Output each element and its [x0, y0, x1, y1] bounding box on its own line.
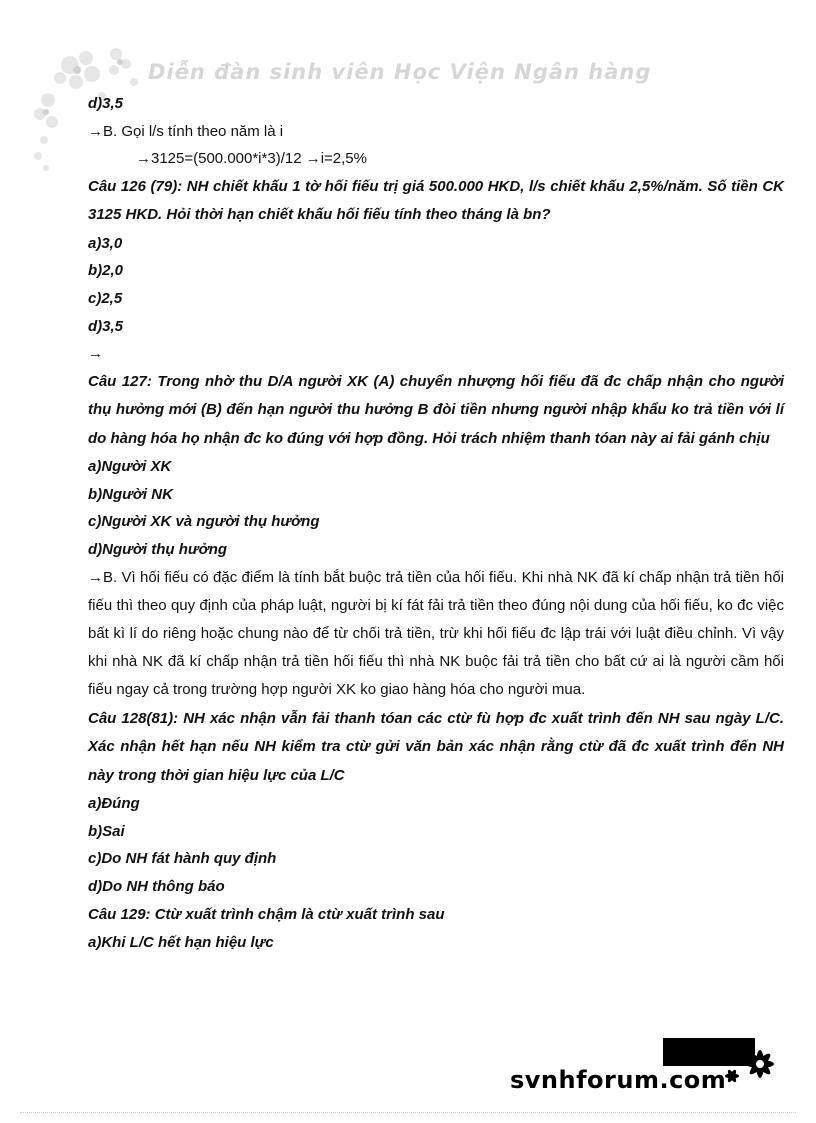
question-128-option-a: a)Đúng [88, 795, 140, 813]
question-128-option-c: c)Do NH fát hành quy định [88, 850, 277, 868]
question-126-answer: → [88, 345, 103, 363]
forum-watermark-title: Diễn đàn sinh viên Học Viện Ngân hàng [148, 60, 652, 84]
question-126: Câu 126 (79): NH chiết khấu 1 tờ hối fiếu trị giá 500.000 HKD, l/s chiết khấu 2,5%/năm. Số tiền CK 3125 HKD. Hỏi thời hạn chiết khấu hối fiếu tính theo tháng là bn? [88, 177, 784, 224]
question-127-option-c: c)Người XK và người thụ hưởng [88, 513, 320, 531]
flower-logo-icon [720, 1042, 790, 1086]
question-127-option-a: a)Người XK [88, 458, 172, 476]
page-header [0, 0, 816, 100]
previous-option-d: d)3,5 [88, 95, 124, 112]
question-129: Câu 129: Ctừ xuất trình chậm là ctừ xuất trình sau [88, 905, 445, 923]
question-126-option-c: c)2,5 [88, 289, 123, 307]
question-129-option-a: a)Khi L/C hết hạn hiệu lực [88, 934, 274, 952]
footer-dotted-divider [20, 1112, 796, 1113]
question-128-option-b: b)Sai [88, 822, 125, 840]
question-127: Câu 127: Trong nhờ thu D/A người XK (A) chuyển nhượng hối fiếu đã đc chấp nhận cho người thụ hưởng mới (B) đến hạn người thu hưởng B đòi tiền nhưng người nhập khẩu ko trả tiền với lí do hàng hóa họ nhận đc ko đúng với hợp đồng. Hỏi trách nhiệm thanh tóan này ai fải gánh chịu [88, 372, 784, 447]
document-body [88, 90, 784, 957]
question-126-option-b: b)2,0 [88, 262, 124, 280]
footer-site-name: svnhforum.com [510, 1066, 727, 1094]
previous-answer: →B. Gọi l/s tính theo năm là i [88, 122, 284, 140]
question-127-option-b: b)Người NK [88, 485, 173, 503]
question-126-option-d: d)3,5 [88, 317, 124, 335]
question-126-option-a: a)3,0 [88, 234, 123, 252]
question-128: Câu 128(81): NH xác nhận vẫn fải thanh tóan các ctừ fù hợp đc xuất trình đến NH sau ngày L/C. Xác nhận hết hạn nếu NH kiểm tra ctừ gửi văn bản xác nhận rằng ctừ đã đc xuất trình đến NH này trong thời gian hiệu lực của L/C [88, 709, 784, 784]
question-128-option-d: d)Do NH thông báo [88, 877, 225, 895]
question-127-answer: →B. Vì hối fiếu có đặc điểm là tính bắt buộc trả tiền của hối fiếu. Khi nhà NK đã kí chấp nhận trả tiền hối fiếu thì theo quy định của pháp luật, người bị kí fát fải trả tiền theo đúng nội dung của hối fiếu, ko đc việc bất kì lí do riêng hoặc chung nào để từ chối trả tiền, trừ khi hối fiếu đc lập trái với luật điều chỉnh. Vì vậy khi nhà NK đã kí chấp nhận trả tiền hối fiếu thì nhà NK buộc fải trả tiền cho bất cứ ai là người cầm hối fiếu ngay cả trong trường hợp người XK ko giao hàng hóa cho người mua. [88, 568, 784, 699]
previous-answer-calculation: →3125=(500.000*i*3)/12 →i=2,5% [136, 150, 367, 168]
footer-logo [510, 1038, 800, 1098]
question-127-option-d: d)Người thụ hưởng [88, 541, 228, 559]
